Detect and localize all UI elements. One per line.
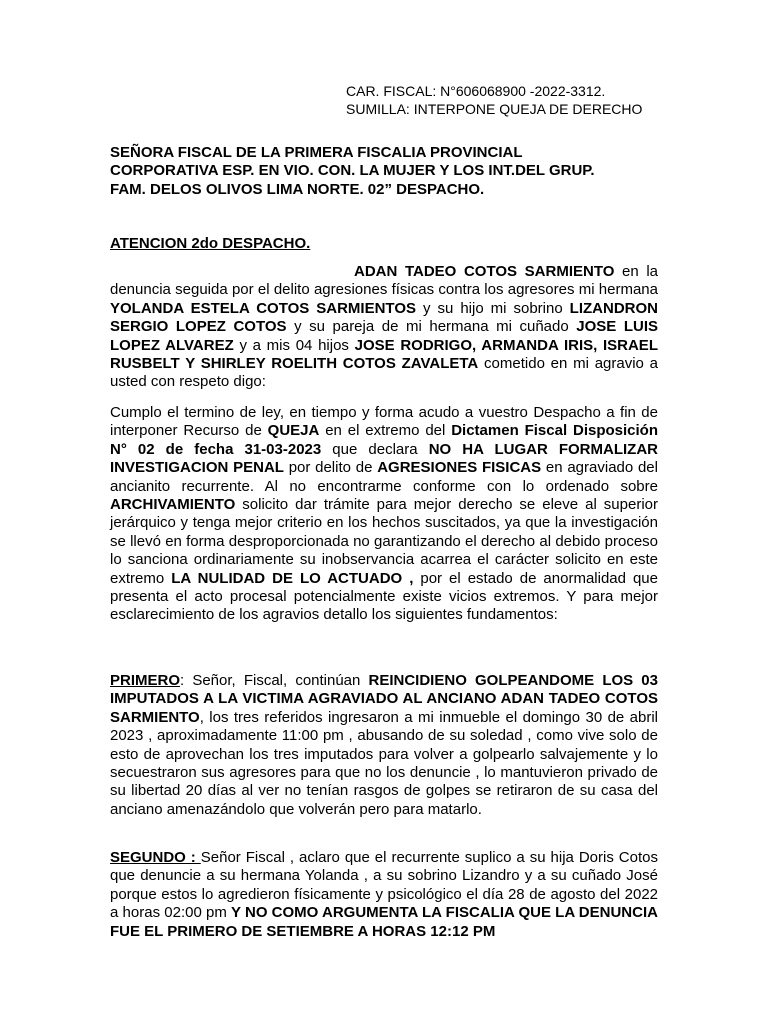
text-span: que declara xyxy=(321,440,429,458)
children-names: JOSE RODRIGO, ARMANDA IRIS, ISRAEL RUSBELT Y SHIRLEY ROELITH COTOS ZAVALETA xyxy=(110,336,658,373)
section-heading: SEGUNDO : xyxy=(110,849,201,866)
first-ground-paragraph xyxy=(110,672,658,819)
complainant-name: ADAN TADEO COTOS SARMIENTO xyxy=(354,263,615,280)
text-span: y su pareja de mi hermana mi cuñado xyxy=(286,318,577,336)
text-span: cometido en mi agravio a usted con respeto digo: xyxy=(110,355,658,391)
section-heading: PRIMERO xyxy=(110,672,181,689)
text-span: en el extremo del xyxy=(319,422,452,440)
addressee-line-1: SEÑORA FISCAL DE LA PRIMERA FISCALIA PROVINCIAL xyxy=(110,144,523,161)
bold-span: REINCIDIENO GOLPEANDOME LOS 03 IMPUTADOS A LA VICTIMA AGRAVIADO AL ANCIANO ADAN TADEO COTOS SARMIENTO xyxy=(110,672,658,726)
bold-span: AGRESIONES FISICAS xyxy=(377,459,542,477)
text-span: Cumplo el termino de ley, en tiempo y forma acudo a vuestro Despacho a fin de interponer Recurso de xyxy=(110,404,658,440)
text-span: , los tres referidos ingresaron a mi inmueble el domingo 30 de abril 2023 , aproximadamente 11:00 pm , abusando de su soledad , como vive solo de esto de aprovechan los tres imputados para volver a golpearlo salvajemente y lo secuestraron sus agresores para que no los denuncie , lo mantuvieron privado de su libertad 20 días al ver no tenían rasgos de golpes se retiraron de su casa del anciano amenazándolo que volverán pero para matarlo. xyxy=(110,708,658,818)
case-number: CAR. FISCAL: N°606068900 -2022-3312. xyxy=(346,83,606,99)
text-span: Señor Fiscal , aclaro que el recurrente suplico a su hija Doris Cotos que denuncie a su hermana Yolanda , a su sobrino Lizandro y a su cuñado José porque estos lo agredieron físicamente y psicológico el día 28 de agosto del 2022 a horas 02:00 pm xyxy=(110,849,658,922)
text-span: y a mis 04 hijos xyxy=(233,336,355,354)
bold-span: NO HA LUGAR FORMALIZAR INVESTIGACION PENAL xyxy=(110,440,658,477)
request-paragraph xyxy=(110,404,658,625)
defendant-name: YOLANDA ESTELA COTOS SARMIENTOS xyxy=(110,299,416,317)
addressee-block xyxy=(110,144,670,199)
text-span: en agraviado del ancianito recurrente. Al no encontrarme conforme con lo ordenado sobre xyxy=(110,459,658,495)
bold-span: Dictamen Fiscal Disposición N° 02 de fecha 31-03-2023 xyxy=(110,422,658,458)
bold-span: ARCHIVAMIENTO xyxy=(110,496,236,514)
bold-span: LA NULIDAD DE LO ACTUADO , xyxy=(171,569,414,587)
defendant-name: LIZANDRON SERGIO LOPEZ COTOS xyxy=(110,299,658,336)
text-span: por el estado de anormalidad que presenta el acto procesal potencialmente existe vicios extremos. Y para mejor esclarecimiento de los agravios detallo los siguientes fundamentos: xyxy=(110,569,658,624)
second-ground-paragraph xyxy=(110,849,658,941)
bold-span: QUEJA xyxy=(267,422,320,440)
attention-line: ATENCION 2do DESPACHO. xyxy=(110,235,311,252)
case-header xyxy=(346,82,746,118)
text-span: por delito de xyxy=(283,459,378,477)
bold-span: Y NO COMO ARGUMENTA LA FISCALIA QUE LA DENUNCIA FUE EL PRIMERO DE SETIEMBRE A HORAS 12:12 PM xyxy=(110,904,658,940)
addressee-line-2: CORPORATIVA ESP. EN VIO. CON. LA MUJER Y LOS INT.DEL GRUP. xyxy=(110,162,595,180)
addressee-line-3: FAM. DELOS OLIVOS LIMA NORTE. 02” DESPACHO. xyxy=(110,180,485,198)
summary-line: SUMILLA: INTERPONE QUEJA DE DERECHO xyxy=(346,101,643,117)
intro-paragraph xyxy=(110,263,658,392)
text-span: : Señor, Fiscal, continúan xyxy=(180,672,369,689)
defendant-name: JOSE LUIS LOPEZ ALVAREZ xyxy=(110,318,658,354)
text-span: y su hijo mi sobrino xyxy=(416,299,570,317)
text-span: en la denuncia seguida por el delito agresiones físicas contra los agresores mi hermana xyxy=(110,263,658,299)
text-span: solicito dar trámite para mejor derecho se eleve al superior jerárquico y tenga mejor criterio en los hechos suscitados, ya que la investigación se llevó en forma desproporcionada no garantizando el derecho al debido proceso lo sanciona ordinariamente su inobservancia acarrea el carácter solicito en este extremo xyxy=(110,496,658,587)
